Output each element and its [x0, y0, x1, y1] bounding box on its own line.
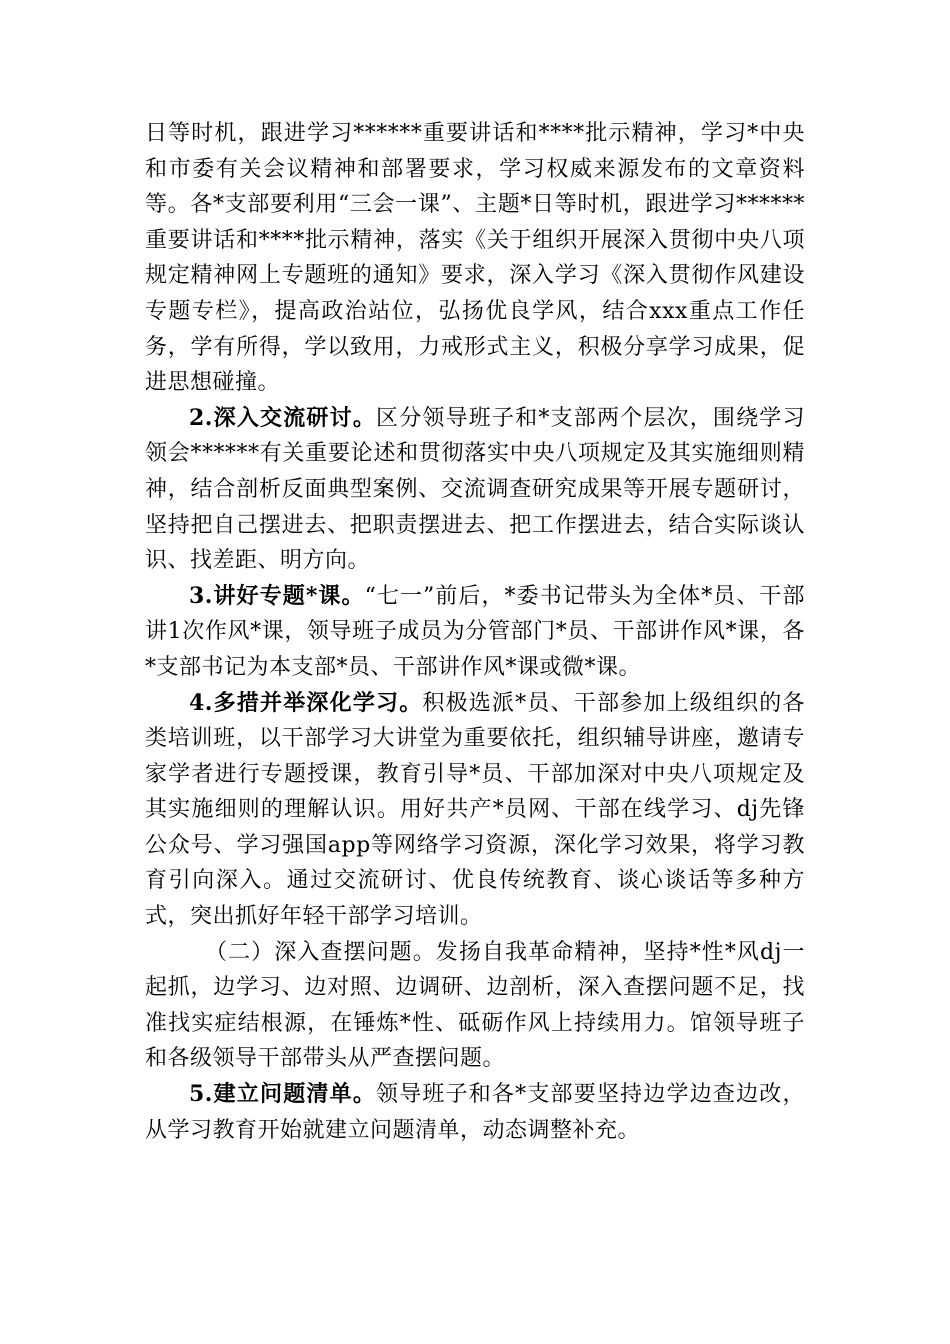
paragraph-exchange-discussion — [145, 401, 805, 579]
section-heading: 3.讲好专题*课。 — [189, 582, 365, 609]
paragraph-text: “七一”前后，*委书记带头为全体*员、干部讲1次作风*课，领导班子成员为分管部门*员、干部讲作风*课，各*支部书记为本支部*员、干部讲作风*课或微*课。 — [145, 583, 805, 680]
section-heading: 2.深入交流研讨。 — [189, 404, 377, 431]
paragraph-deepen-study — [145, 686, 805, 935]
section-heading: 4.多措并举深化学习。 — [189, 689, 423, 716]
paragraph-text: 日等时机，跟进学习******重要讲话和****批示精神，学习*中央和市委有关会议精神和部署要求，学习权威来源发布的文章资料等。各*支部要利用“三会一课”、主题*日等时机，跟进学习******重要讲话和****批示精神，落实《关于组织开展深入贯彻中央八项规定精神网上专题班的通知》要求，深入学习《深入贯彻作风建设专题专栏》，提高政治站位，弘扬优良学风，结合xxx重点工作任务，学有所得，学以致用，力戒形式主义，积极分享学习成果，促进思想碰撞。 — [145, 121, 805, 396]
paragraph-text: 领导班子和各*支部要坚持边学边查边改，从学习教育开始就建立问题清单，动态调整补充。 — [145, 1082, 805, 1143]
document-page — [145, 116, 805, 1148]
paragraph-text: 积极选派*员、干部参加上级组织的各类培训班，以干部学习大讲堂为重要依托，组织辅导讲座，邀请专家学者进行专题授课，教育引导*员、干部加深对中央八项规定及其实施细则的理解认识。用好共产*员网、干部在线学习、dj先锋公众号、学习强国app等网络学习资源，深化学习效果，将学习教育引向深入。通过交流研讨、优良传统教育、谈心谈话等多种方式，突出抓好年轻干部学习培训。 — [145, 690, 805, 930]
paragraph-special-lesson — [145, 579, 805, 686]
paragraph-text: （二）深入查摆问题。发扬自我革命精神，坚持*性*风dj一起抓，边学习、边对照、边调研、边剖析，深入查摆问题不足，找准找实症结根源，在锤炼*性、砥砺作风上持续用力。馆领导班子和各级领导干部带头从严查摆问题。 — [145, 939, 805, 1072]
paragraph-study-timing — [145, 116, 805, 401]
paragraph-problem-list — [145, 1077, 805, 1148]
paragraph-text: 区分领导班子和*支部两个层次，围绕学习领会******有关重要论述和贯彻落实中央八项规定及其实施细则精神，结合剖析反面典型案例、交流调查研究成果等开展专题研讨，坚持把自己摆进去、把职责摆进去、把工作摆进去，结合实际谈认识、找差距、明方向。 — [145, 405, 805, 574]
paragraph-find-problems — [145, 935, 805, 1077]
section-heading: 5.建立问题清单。 — [189, 1081, 377, 1108]
